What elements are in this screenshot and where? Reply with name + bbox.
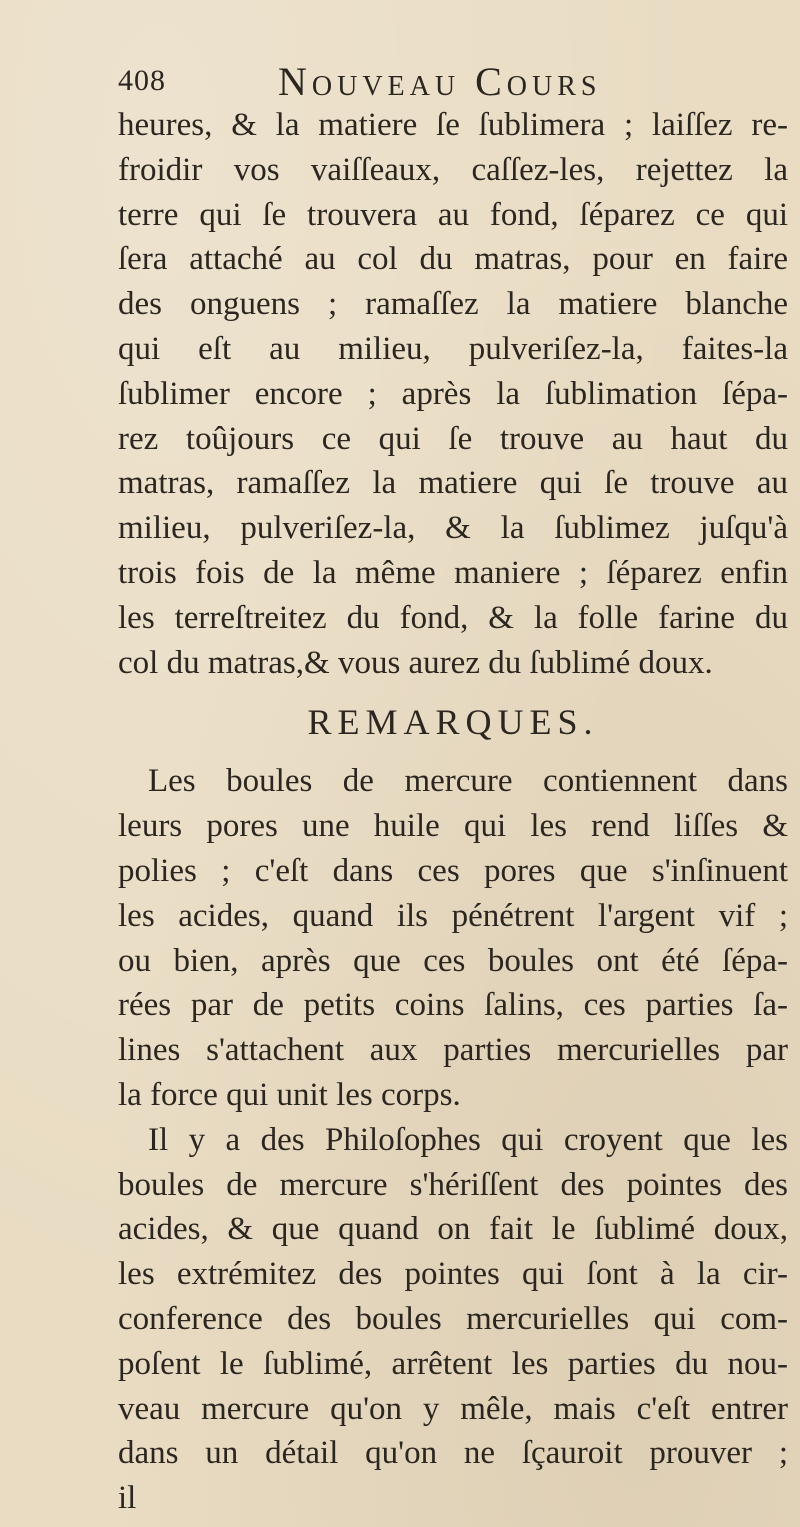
text-line: col du matras,& vous aurez du ſublimé doux. [118, 644, 713, 681]
text-line: Il y a des Philoſophes qui croyent que les [148, 1121, 788, 1158]
text-line: la force qui unit les corps. [118, 1076, 461, 1113]
text-line: veau mercure qu'on y mêle, mais c'eſt entrer [118, 1390, 788, 1427]
section-heading: REMARQUES. [307, 702, 599, 743]
text-line: poſent le ſublimé, arrêtent les parties du nou- [118, 1345, 788, 1382]
page-number: 408 [118, 64, 166, 97]
text-line: les extrémitez des pointes qui ſont à la cir- [118, 1256, 788, 1293]
text-line: rées par de petits coins ſalins, ces parties ſa- [118, 987, 788, 1024]
text-line: acides, & que quand on fait le ſublimé doux, [118, 1211, 788, 1248]
text-line: boules de mercure s'hériſſent des pointes des [118, 1166, 788, 1203]
text-line: conference des boules mercurielles qui com- [118, 1300, 788, 1337]
text-line: heures, & la matiere ſe ſublimera ; laiſſez re- [118, 107, 788, 143]
text-line: les terreſtreitez du fond, & la folle farine du [118, 599, 788, 636]
body-text [118, 103, 788, 1521]
paragraph [118, 759, 788, 1117]
paragraph [118, 1118, 788, 1476]
text-line: Les boules de mercure contiennent dans [148, 763, 788, 800]
text-line: des onguens ; ramaſſez la matiere blanche [118, 286, 788, 323]
text-line: ſera attaché au col du matras, pour en faire [118, 241, 788, 278]
text-line: dans un détail qu'on ne ſçauroit prouver ; [118, 1435, 788, 1472]
text-line: milieu, pulveriſez-la, & la ſublimez juſqu'à [118, 510, 788, 547]
text-line: ſublimer encore ; après la ſublimation ſépa- [118, 375, 788, 412]
running-head: Nouveau Cours [278, 59, 602, 104]
text-line: qui eſt au milieu, pulveriſez-la, faites-la [118, 330, 788, 367]
text-line: matras, ramaſſez la matiere qui ſe trouve au [118, 465, 788, 502]
text-line: rez toûjours ce qui ſe trouve au haut du [118, 420, 788, 457]
text-line: ou bien, après que ces boules ont été ſépa- [118, 942, 788, 979]
text-line: trois fois de la même maniere ; ſéparez enfin [118, 554, 788, 591]
text-line: lines s'attachent aux parties mercurielles par [118, 1032, 788, 1069]
text-line: polies ; c'eſt dans ces pores que s'inſinuent [118, 852, 788, 889]
page-header [118, 58, 758, 108]
text-line: les acides, quand ils pénétrent l'argent vif ; [118, 897, 788, 934]
text-line: terre qui ſe trouvera au fond, ſéparez ce qui [118, 196, 788, 233]
paragraph-continuation [118, 103, 788, 685]
text-line: froidir vos vaiſſeaux, caſſez-les, rejettez la [118, 151, 788, 188]
catchword: il [118, 1480, 137, 1517]
text-line: leurs pores une huile qui les rend liſſes & [118, 808, 788, 845]
